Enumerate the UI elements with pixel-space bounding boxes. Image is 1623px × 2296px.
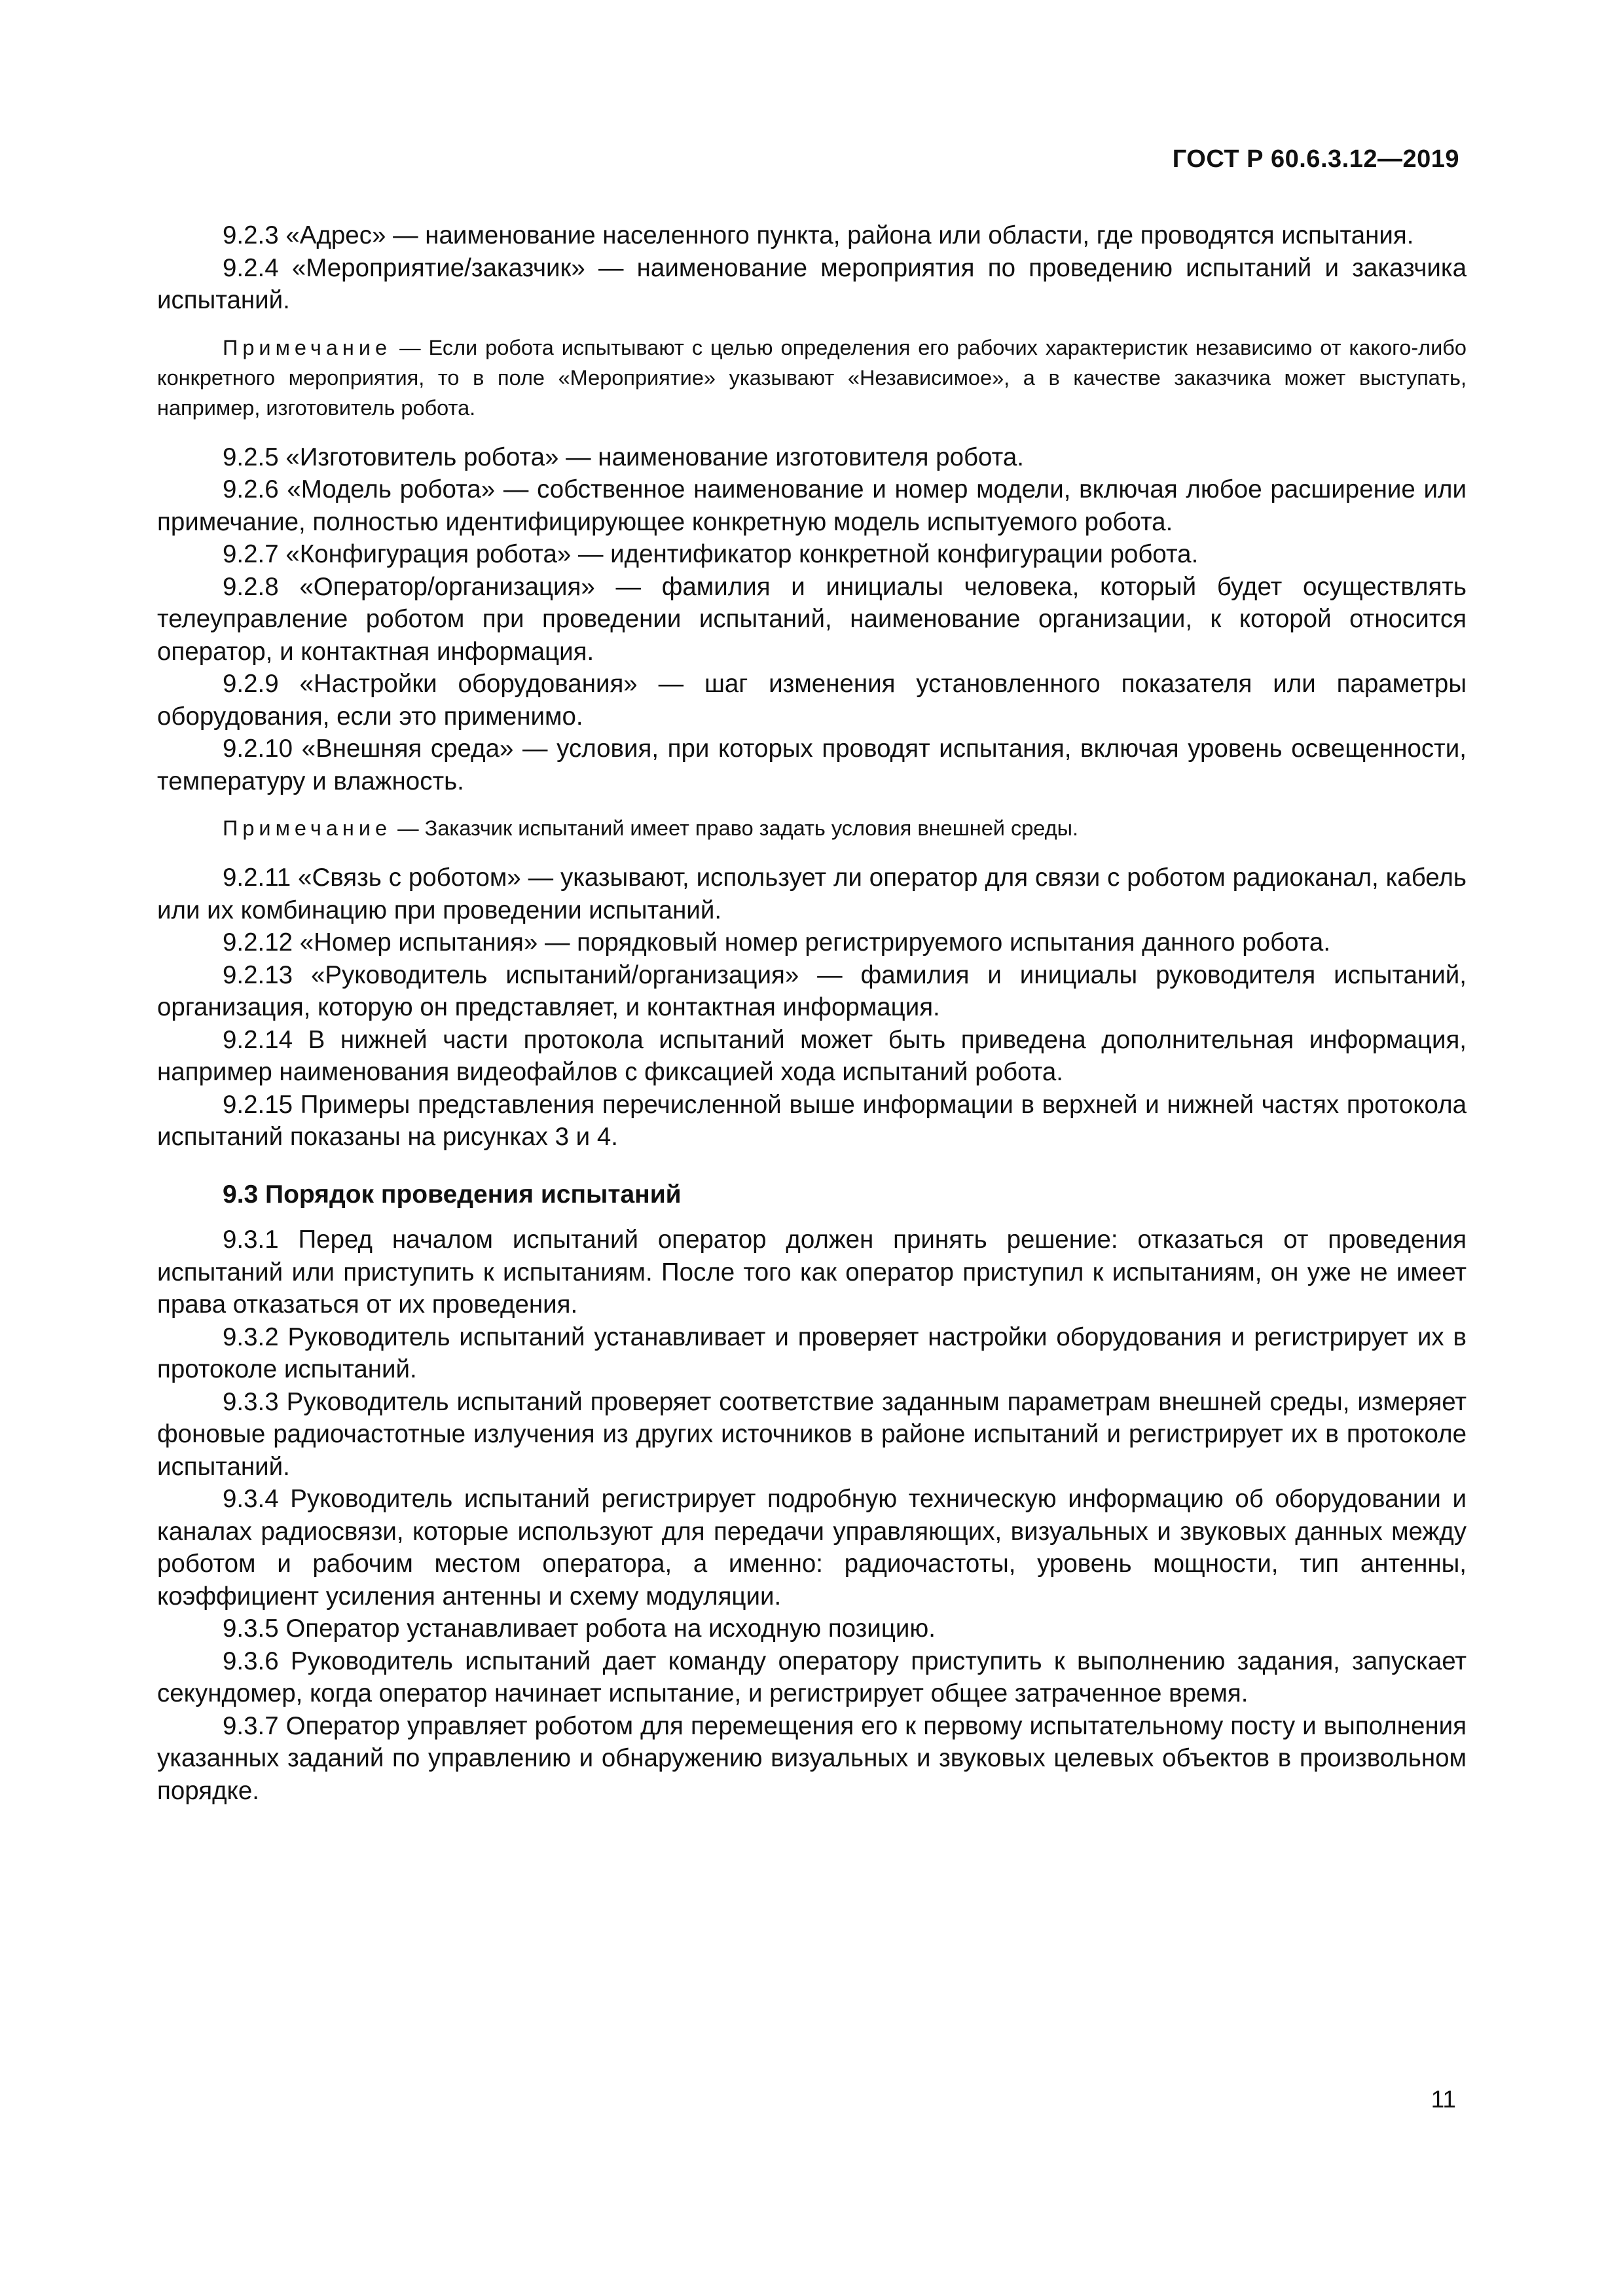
paragraph-9-3-7: 9.3.7 Оператор управляет роботом для перемещения его к первому испытательному посту и выполнения указанных заданий по управлению и обнаружению визуальных и звуковых целевых объектов в произвольном порядке. — [157, 1711, 1467, 1805]
paragraph-9-3-6: 9.3.6 Руководитель испытаний дает команду оператору приступить к выполнению задания, запускает секундомер, когда оператор начинает испытание, и регистрирует общее затраченное время. — [157, 1647, 1467, 1707]
note-text: — Заказчик испытаний имеет право задать условия внешней среды. — [392, 816, 1079, 840]
paragraph-9-2-13: 9.2.13 «Руководитель испытаний/организация» — фамилия и инициалы руководителя испытаний, организация, которую он представляет, и контактная информация. — [157, 960, 1467, 1021]
page-number: 11 — [1431, 2086, 1456, 2113]
document-body — [157, 219, 1467, 1807]
paragraph-9-3-3: 9.3.3 Руководитель испытаний проверяет соответствие заданным параметрам внешней среды, измеряет фоновые радиочастотные излучения из других источников в районе испытаний и регистрирует их в протоколе испытаний. — [157, 1387, 1467, 1481]
section-heading-9-3: 9.3 Порядок проведения испытаний — [223, 1180, 682, 1209]
note-label: Примечание — [223, 816, 392, 840]
document-code-header: ГОСТ Р 60.6.3.12—2019 — [1172, 145, 1459, 173]
note-paragraph — [157, 813, 1467, 843]
paragraph-9-2-6: 9.2.6 «Модель робота» — собственное наименование и номер модели, включая любое расширение или примечание, полностью идентифицирующее конкретную модель испытуемого робота. — [157, 475, 1467, 536]
paragraph-9-2-5: 9.2.5 «Изготовитель робота» — наименование изготовителя робота. — [223, 443, 1024, 471]
paragraph-9-3-4: 9.3.4 Руководитель испытаний регистрирует подробную техническую информацию об оборудовании и каналах радиосвязи, которые используют для передачи управляющих, визуальных и звуковых данных между роботом и рабочим местом оператора, а именно: радиочастоты, уровень мощности, тип антенны, коэффициент усиления антенны и схему модуляции. — [157, 1485, 1467, 1611]
note-text: — Если робота испытывают с целью определения его рабочих характеристик независимо от какого-либо конкретного мероприятия, то в поле «Мероприятие» указывают «Независимое», а в качестве заказчика может выступать, например, изготовитель робота. — [157, 335, 1467, 420]
note-label: Примечание — [223, 335, 392, 359]
paragraph-9-2-10: 9.2.10 «Внешняя среда» — условия, при которых проводят испытания, включая уровень освещенности, температуру и влажность. — [157, 735, 1467, 795]
paragraph-9-2-14: 9.2.14 В нижней части протокола испытаний может быть приведена дополнительная информация, например наименования видеофайлов с фиксацией хода испытаний робота. — [157, 1025, 1467, 1086]
paragraph-9-2-8: 9.2.8 «Оператор/организация» — фамилия и инициалы человека, который будет осуществлять телеуправление роботом при проведении испытаний, наименование организации, к которой относится оператор, и контактная информация. — [157, 572, 1467, 666]
note-paragraph — [157, 333, 1467, 423]
paragraph-9-3-2: 9.3.2 Руководитель испытаний устанавливает и проверяет настройки оборудования и регистрирует их в протоколе испытаний. — [157, 1322, 1467, 1383]
paragraph-9-2-4: 9.2.4 «Мероприятие/заказчик» — наименование мероприятия по проведению испытаний и заказчика испытаний. — [157, 253, 1467, 314]
paragraph-9-2-12: 9.2.12 «Номер испытания» — порядковый номер регистрируемого испытания данного робота. — [223, 928, 1331, 957]
paragraph-9-3-5: 9.3.5 Оператор устанавливает робота на исходную позицию. — [223, 1614, 936, 1643]
paragraph-9-2-15: 9.2.15 Примеры представления перечисленной выше информации в верхней и нижней частях протокола испытаний показаны на рисунках 3 и 4. — [157, 1090, 1467, 1151]
paragraph-9-2-7: 9.2.7 «Конфигурация робота» — идентификатор конкретной конфигурации робота. — [223, 540, 1199, 568]
paragraph-9-3-1: 9.3.1 Перед началом испытаний оператор должен принять решение: отказаться от проведения испытаний или приступить к испытаниям. После того как оператор приступил к испытаниям, он уже не имеет права отказаться от их проведения. — [157, 1226, 1467, 1319]
paragraph-9-2-11: 9.2.11 «Связь с роботом» — указывают, использует ли оператор для связи с роботом радиоканал, кабель или их комбинацию при проведении испытаний. — [157, 864, 1467, 924]
paragraph-9-2-3: 9.2.3 «Адрес» — наименование населенного пункта, района или области, где проводятся испытания. — [223, 221, 1414, 249]
paragraph-9-2-9: 9.2.9 «Настройки оборудования» — шаг изменения установленного показателя или параметры оборудования, если это применимо. — [157, 670, 1467, 731]
